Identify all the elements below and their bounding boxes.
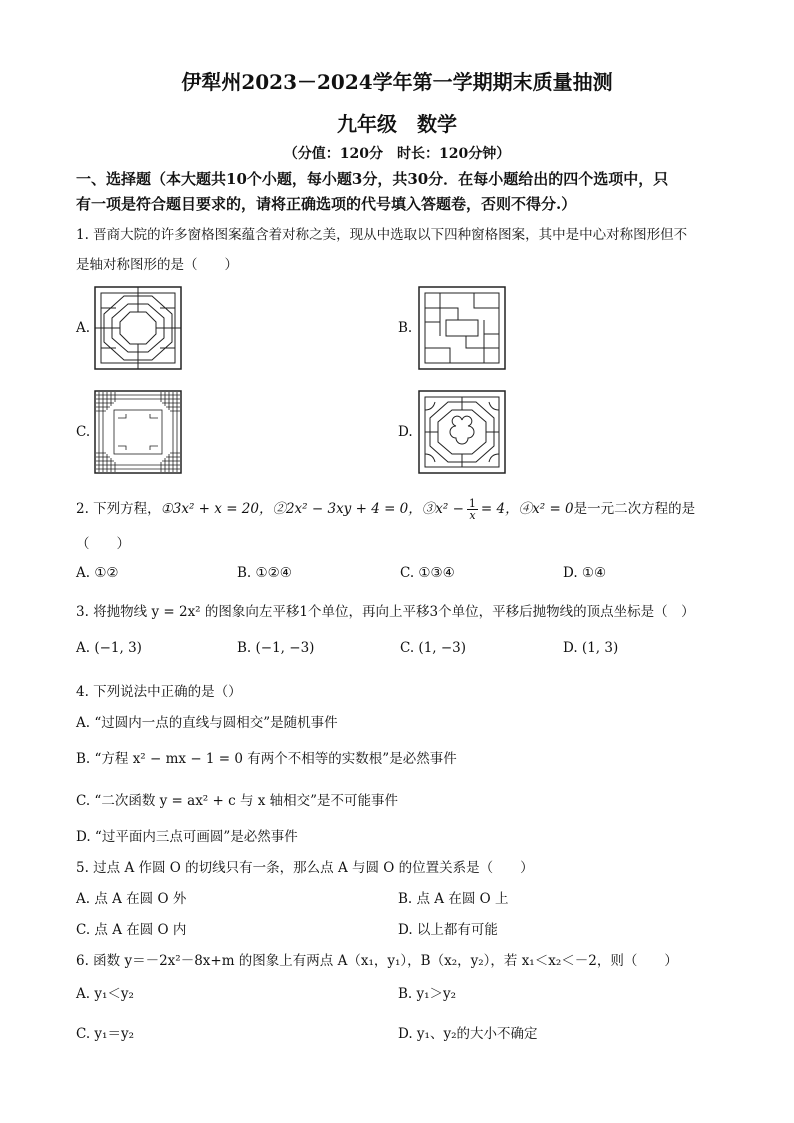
q3-option-a: A. (−1, 3)	[76, 640, 142, 656]
q6-option-d: D. y₁、y₂的大小不确定	[398, 1026, 538, 1042]
q2-line1	[76, 497, 695, 521]
q5-text: 5. 过点 A 作圆 O 的切线只有一条，那么点 A 与圆 O 的位置关系是（ ）	[76, 860, 534, 876]
q2-eq1: ①3x² + x = 20，	[160, 501, 273, 517]
q5-option-d: D. 以上都有可能	[398, 922, 498, 938]
q2-eq3b: = 4，	[480, 501, 519, 517]
q2-eq3-numerator: 1	[468, 497, 476, 510]
q4-text: 4. 下列说法中正确的是（）	[76, 684, 242, 700]
q1-option-c-label: C.	[76, 424, 91, 440]
section-heading-line2: 有一项是符合题目要求的，请将正确选项的代号填入答题卷，否则不得分.）	[76, 195, 577, 213]
q3-text: 3. 将抛物线 y = 2x² 的图象向左平移1个单位，再向上平移3个单位，平移后抛物线的顶点坐标是（ ）	[76, 604, 695, 620]
q3-option-c: C. (1, −3)	[400, 640, 467, 656]
subject-title: 九年级 数学	[337, 112, 457, 136]
q2-option-a: A. ①②	[76, 565, 119, 581]
q2-option-b: B. ①②④	[237, 565, 292, 581]
q2-tail: 是一元二次方程的是	[573, 501, 696, 517]
q5-option-c: C. 点 A 在圆 O 内	[76, 922, 187, 938]
q2-intro: 2. 下列方程，	[76, 501, 161, 517]
q2-eq4: ④x² = 0	[518, 501, 574, 517]
q5-option-b: B. 点 A 在圆 O 上	[398, 891, 509, 907]
section-heading-line1: 一、选择题（本大题共10个小题，每小题3分，共30分．在每小题给出的四个选项中，只	[76, 170, 669, 188]
q6-option-a: A. y₁＜y₂	[76, 986, 134, 1002]
q2-option-d: D. ①④	[563, 565, 607, 581]
q3-option-d: D. (1, 3)	[563, 640, 619, 656]
exam-meta: （分值：120分 时长：120分钟）	[283, 146, 511, 162]
q6-option-c: C. y₁＝y₂	[76, 1026, 135, 1042]
q5-option-a: A. 点 A 在圆 O 外	[76, 891, 187, 907]
q2-eq3-fraction	[467, 498, 478, 521]
q1-figure-b	[418, 286, 506, 370]
q1-figure-d	[418, 390, 506, 474]
q4-option-c: C. “二次函数 y = ax² + c 与 x 轴相交”是不可能事件	[76, 793, 399, 809]
q2-paren: （ ）	[76, 536, 130, 552]
q3-option-b: B. (−1, −3)	[237, 640, 315, 656]
q6-option-b: B. y₁＞y₂	[398, 986, 457, 1002]
q2-option-c: C. ①③④	[400, 565, 455, 581]
q1-option-b-label: B.	[398, 320, 413, 336]
q1-line2: 是轴对称图形的是（ ）	[76, 257, 238, 273]
q4-option-d: D. “过平面内三点可画圆”是必然事件	[76, 829, 298, 845]
q4-option-b: B. “方程 x² − mx − 1 = 0 有两个不相等的实数根”是必然事件	[76, 751, 457, 767]
q1-option-a-label: A.	[76, 320, 91, 336]
q1-figure-a	[94, 286, 182, 370]
q4-option-a: A. “过圆内一点的直线与圆相交”是随机事件	[76, 715, 338, 731]
q1-option-d-label: D.	[398, 424, 413, 440]
q2-eq3-denominator: x	[469, 509, 476, 522]
page-title: 伊犁州2023－2024学年第一学期期末质量抽测	[181, 70, 613, 94]
q2-eq3a: ③x² −	[421, 501, 464, 517]
q2-eq2: ②2x² − 3xy + 4 = 0，	[272, 501, 422, 517]
q1-figure-c	[94, 390, 182, 474]
q6-text: 6. 函数 y＝－2x²－8x+m 的图象上有两点 A（x₁，y₁），B（x₂，y₂），若 x₁＜x₂＜－2，则（ ）	[76, 953, 678, 969]
q1-line1: 1. 晋商大院的许多窗格图案蕴含着对称之美，现从中选取以下四种窗格图案，其中是中心对称图形但不	[76, 227, 688, 243]
